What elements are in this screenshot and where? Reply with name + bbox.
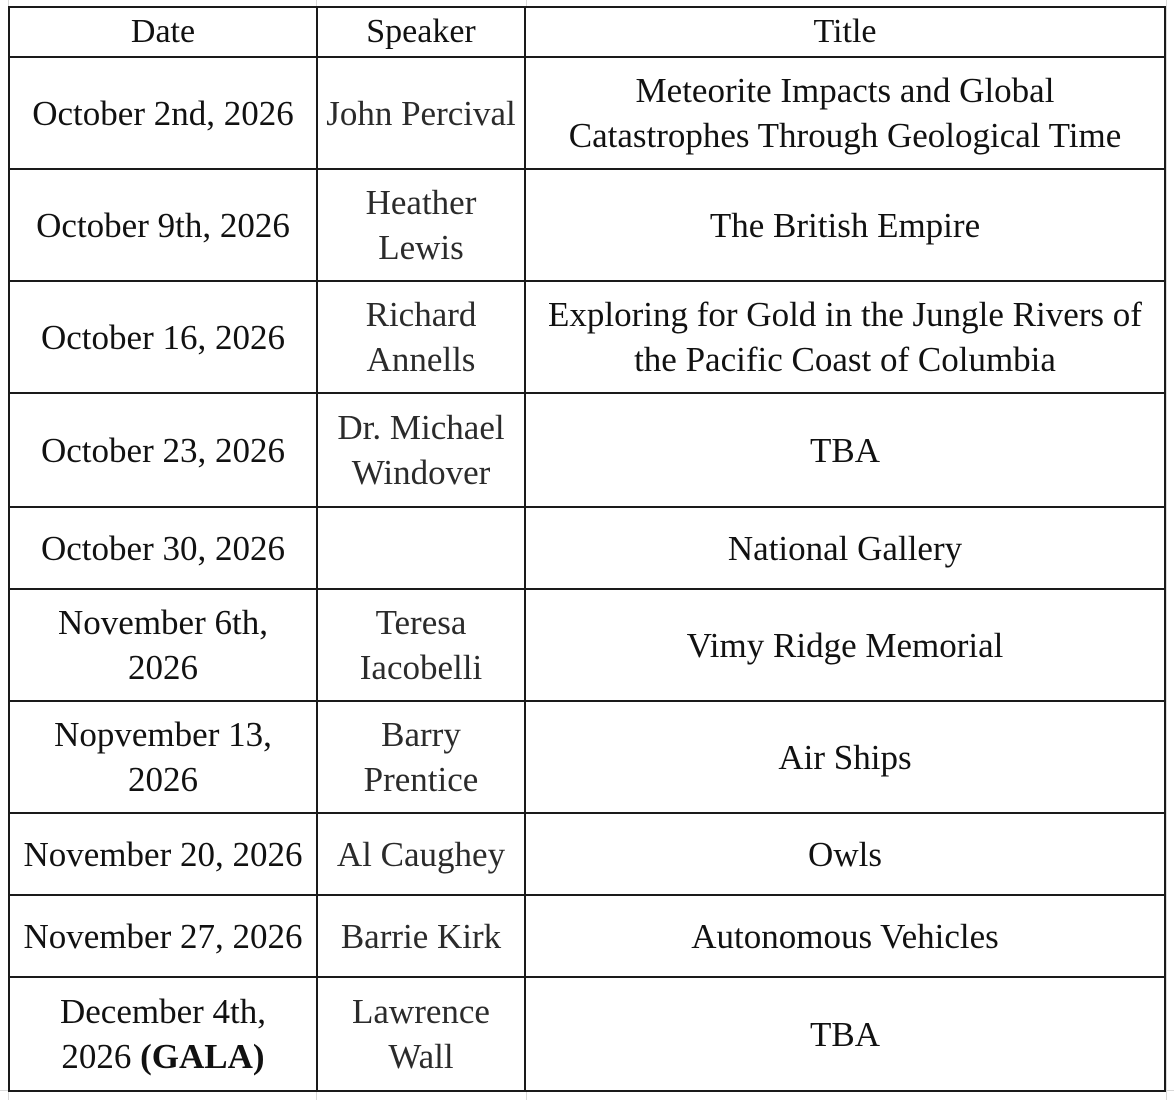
- title-cell: [525, 57, 1165, 169]
- speaker-cell-line: Al Caughey: [336, 834, 506, 874]
- speaker-cell: [317, 393, 525, 507]
- date-cell: [9, 895, 317, 977]
- date-cell: [9, 393, 317, 507]
- date-cell: [9, 507, 317, 589]
- date-cell-line: December 4th,: [59, 992, 267, 1031]
- title-cell: [525, 589, 1165, 701]
- title-cell: [525, 281, 1165, 393]
- title-cell-line: Vimy Ridge Memorial: [686, 625, 1004, 665]
- speaker-cell: [317, 507, 525, 589]
- title-cell: [525, 169, 1165, 281]
- table-row: [9, 507, 1165, 589]
- title-cell-line: Exploring for Gold in the Jungle Rivers of: [548, 295, 1142, 334]
- speaker-cell: [317, 895, 525, 977]
- title-cell-line: The British Empire: [709, 205, 981, 245]
- speaker-cell: [317, 977, 525, 1091]
- table-row: [9, 57, 1165, 169]
- title-cell-line: Catastrophes Through Geological Time: [568, 116, 1122, 155]
- date-cell-line: October 9th, 2026: [36, 205, 290, 245]
- title-cell-line: Autonomous Vehicles: [691, 916, 999, 956]
- date-cell-line: November 20, 2026: [23, 834, 303, 874]
- date-cell-line: November 6th,: [58, 603, 268, 642]
- table-row: [9, 701, 1165, 813]
- title-cell: [525, 507, 1165, 589]
- title-cell-line: the Pacific Coast of Columbia: [634, 340, 1056, 379]
- title-cell: [525, 977, 1165, 1091]
- title-cell-line: TBA: [810, 430, 880, 470]
- header-title: Title: [525, 7, 1165, 57]
- date-cell-line: 2026: [128, 760, 198, 799]
- date-cell-line: 2026: [61, 1037, 132, 1076]
- date-cell-line: October 2nd, 2026: [32, 93, 294, 133]
- speaker-cell-line: Heather: [365, 183, 477, 222]
- table-row: [9, 895, 1165, 977]
- speaker-cell-line: Barrie Kirk: [340, 916, 502, 956]
- title-cell-line: TBA: [810, 1014, 880, 1054]
- speaker-cell: [317, 813, 525, 895]
- title-cell: [525, 393, 1165, 507]
- date-cell-line: November 27, 2026: [23, 916, 303, 956]
- date-cell-line: Nopvember 13,: [54, 715, 272, 754]
- speaker-cell-line: Annells: [366, 340, 476, 379]
- title-cell-line: Air Ships: [778, 737, 912, 777]
- speaker-cell: [317, 169, 525, 281]
- speaker-cell-line: Teresa: [375, 603, 467, 642]
- title-cell-line: National Gallery: [727, 528, 963, 568]
- table-row: [9, 977, 1165, 1091]
- date-cell: [9, 169, 317, 281]
- speaker-cell-line: Wall: [388, 1037, 454, 1076]
- speaker-cell: [317, 701, 525, 813]
- date-cell-line: October 30, 2026: [41, 528, 285, 568]
- table-row: [9, 589, 1165, 701]
- lecture-schedule-table: [8, 6, 1166, 1092]
- speaker-cell: [317, 589, 525, 701]
- speaker-cell-line: Windover: [351, 453, 491, 492]
- speaker-cell-line: Barry: [381, 715, 461, 754]
- title-cell: [525, 701, 1165, 813]
- date-cell-line: 2026: [128, 648, 198, 687]
- title-cell: [525, 895, 1165, 977]
- table-row: [9, 393, 1165, 507]
- title-cell-line: Meteorite Impacts and Global: [635, 71, 1055, 110]
- header-row: [9, 7, 1165, 57]
- speaker-cell-line: Lewis: [378, 228, 464, 267]
- speaker-cell-line: Richard: [365, 295, 477, 334]
- gala-label: (GALA): [140, 1037, 265, 1076]
- title-cell-line: Owls: [808, 834, 882, 874]
- speaker-cell-line: Lawrence: [352, 992, 490, 1031]
- speaker-cell-line: Iacobelli: [359, 648, 483, 687]
- speaker-cell-line: John Percival: [326, 93, 516, 133]
- date-cell-line: October 16, 2026: [41, 317, 285, 357]
- title-cell: [525, 813, 1165, 895]
- speaker-cell: [317, 281, 525, 393]
- date-cell: [9, 589, 317, 701]
- date-cell: [9, 813, 317, 895]
- table-row: [9, 169, 1165, 281]
- speaker-cell-line: Prentice: [363, 760, 479, 799]
- date-cell: [9, 977, 317, 1091]
- date-cell: [9, 701, 317, 813]
- date-cell-line: October 23, 2026: [41, 430, 285, 470]
- date-cell: [9, 281, 317, 393]
- speaker-cell-line: Dr. Michael: [337, 408, 505, 447]
- speaker-cell: [317, 57, 525, 169]
- table-row: [9, 813, 1165, 895]
- header-speaker: Speaker: [317, 7, 525, 57]
- header-date: Date: [9, 7, 317, 57]
- date-cell: [9, 57, 317, 169]
- table-row: [9, 281, 1165, 393]
